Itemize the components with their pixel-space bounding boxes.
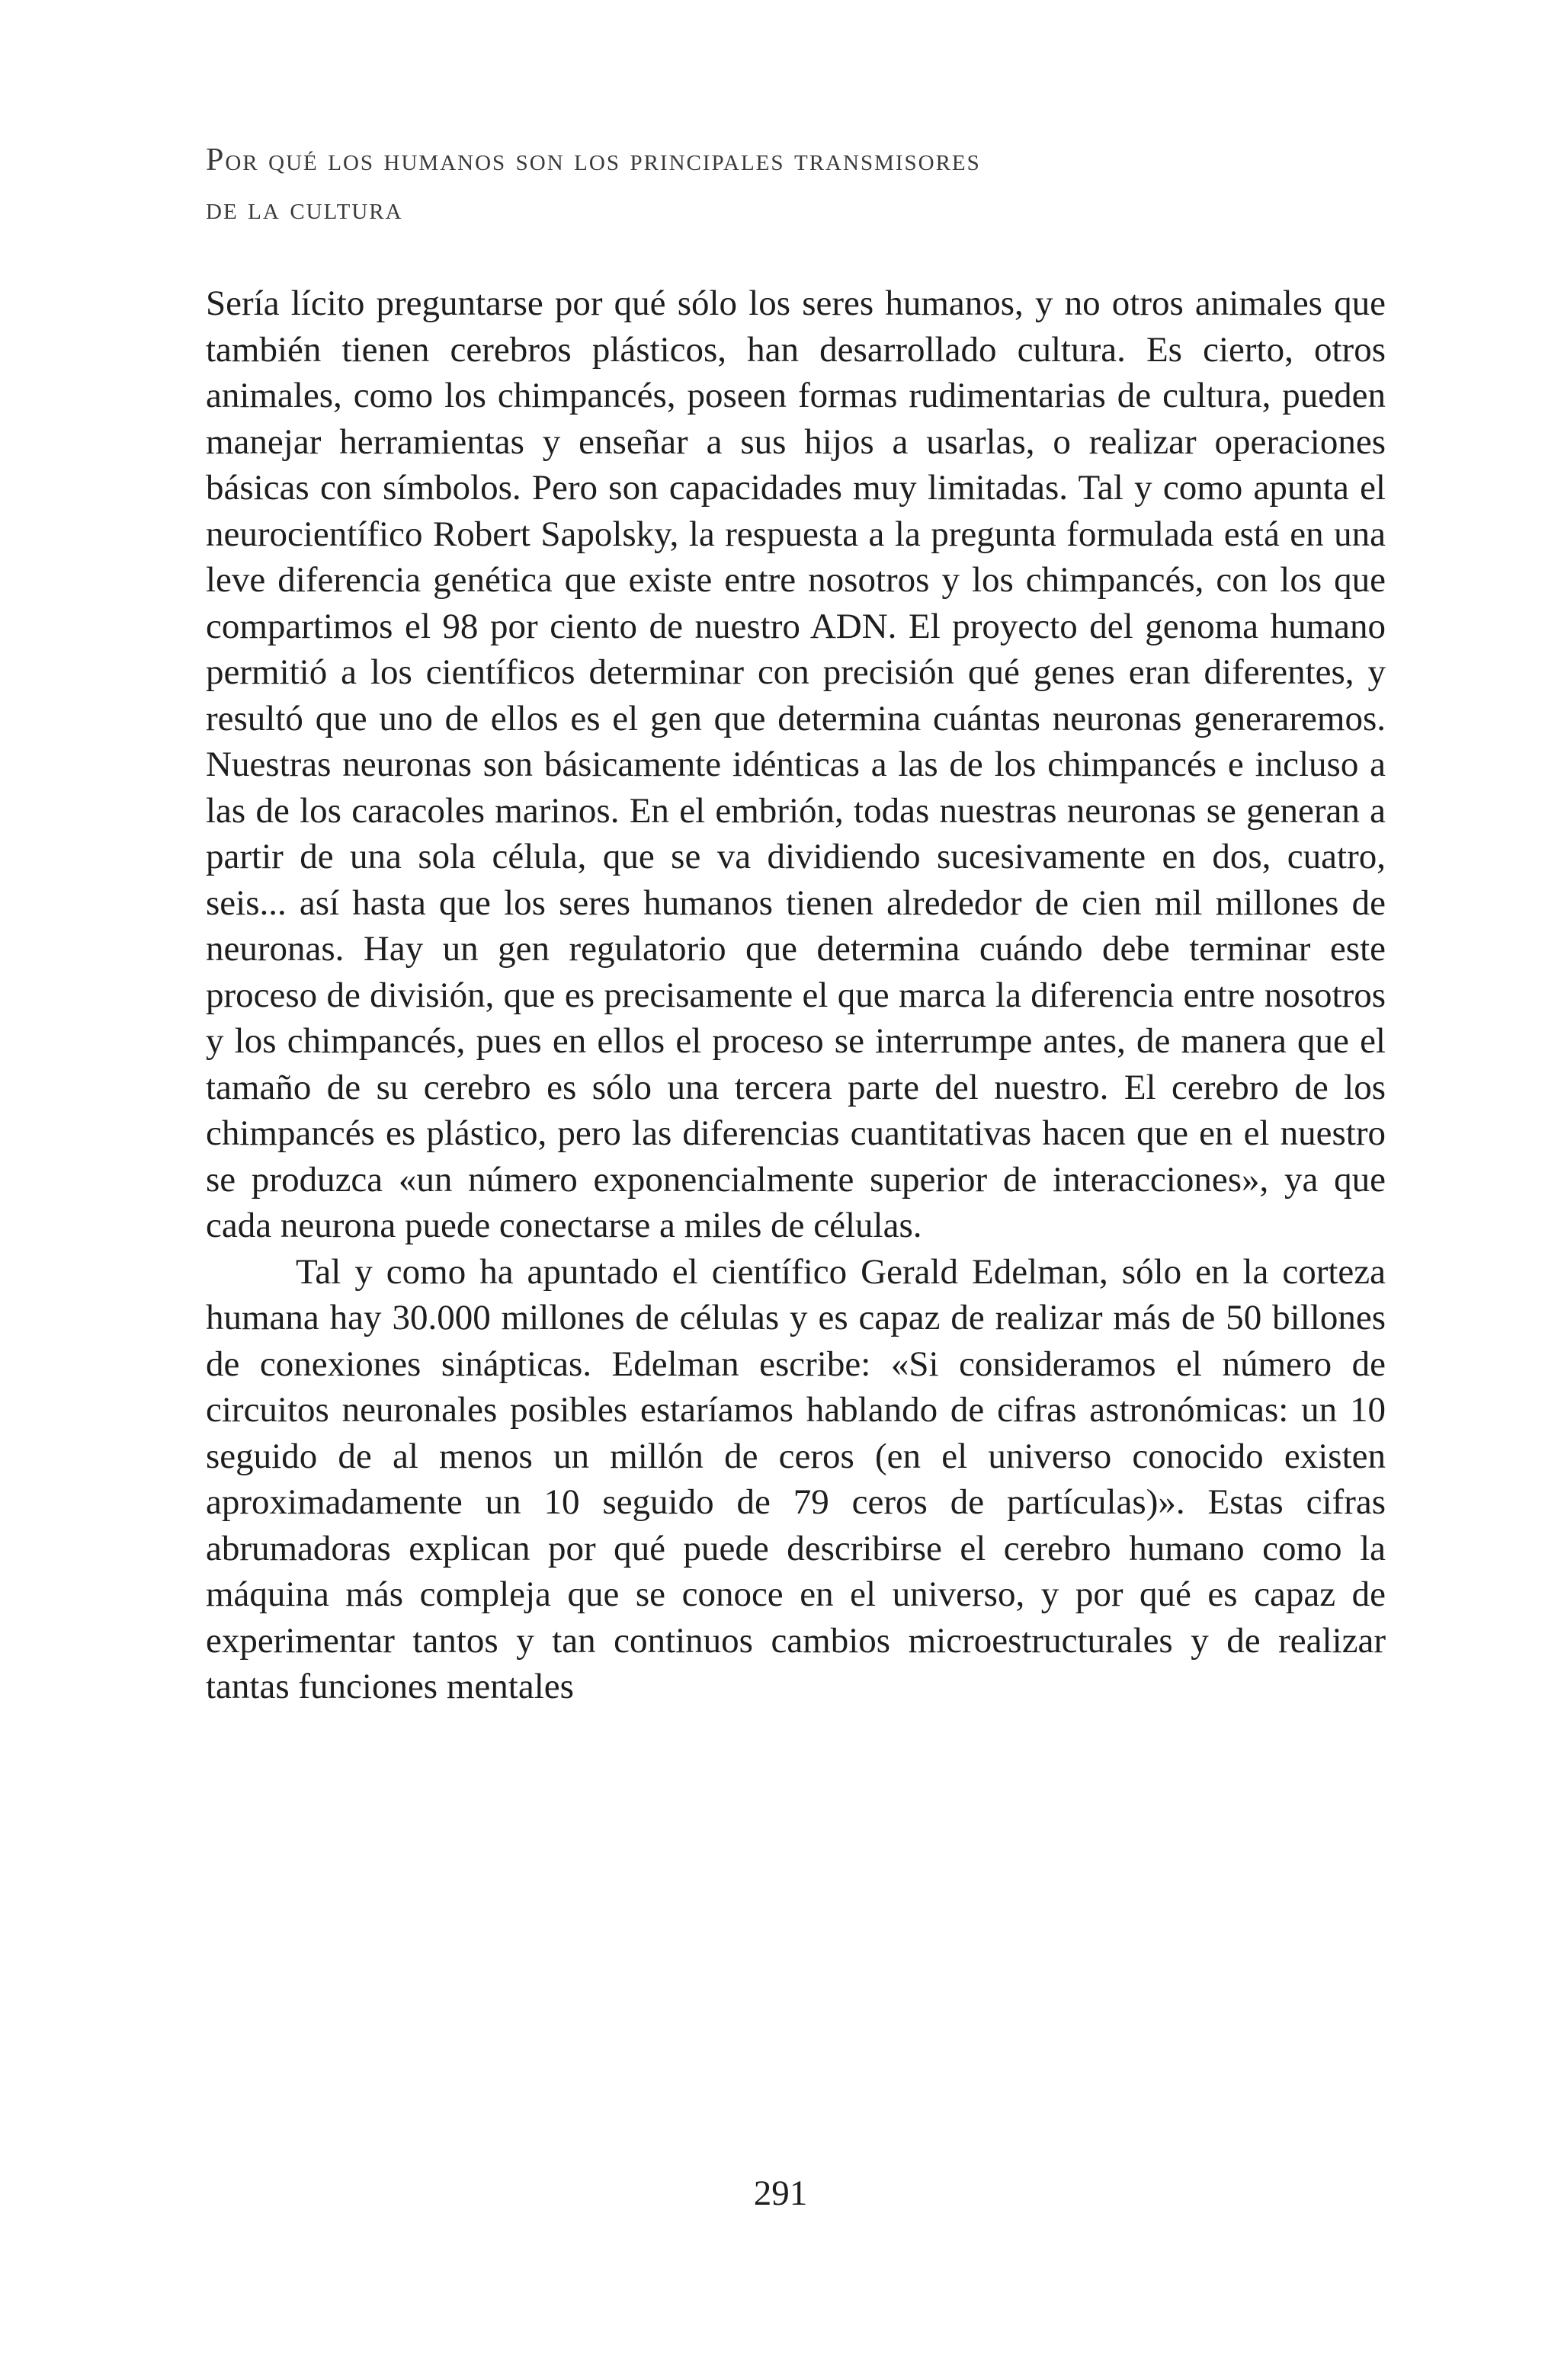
section-heading-line-2: de la cultura [206,191,403,226]
body-text [206,280,1386,1710]
section-heading-line-1: Por qué los humanos son los principales transmisores [206,143,981,178]
section-heading [206,136,1395,233]
paragraph-2: Tal y como ha apuntado el científico Gerald Edelman, sólo en la corteza humana hay 30.000 millones de células y es capaz de realizar más de 50 billones de conexiones sinápticas. Edelman escribe: «Si consideramos el número de circuitos neuronales posibles estaríamos hablando de cifras astronómicas: un 10 seguido de al menos un millón de ceros (en el universo conocido existen aproximadamente un 10 seguido de 79 ceros de partículas)». Estas cifras abrumadoras explican por qué puede describirse el cerebro humano como la máquina más compleja que se conoce en el universo, y por qué es capaz de experimentar tantos y tan continuos cambios microestructurales y de realizar tantas funciones mentales [206,1251,1386,1706]
paragraph-1: Sería lícito preguntarse por qué sólo los seres humanos, y no otros animales que también tienen cerebros plásticos, han desarrollado cultura. Es cierto, otros animales, como los chimpancés, poseen formas rudimentarias de cultura, pueden manejar herramientas y enseñar a sus hijos a usarlas, o realizar operaciones básicas con símbolos. Pero son capacidades muy limitadas. Tal y como apunta el neurocientífico Robert Sapolsky, la respuesta a la pregunta formulada está en una leve diferencia genética que existe entre nosotros y los chimpancés, con los que compartimos el 98 por ciento de nuestro ADN. El proyecto del genoma humano permitió a los científicos determinar con precisión qué genes eran diferentes, y resultó que uno de ellos es el gen que determina cuántas neuronas generaremos. Nuestras neuronas son básicamente idénticas a las de los chimpancés e incluso a las de los caracoles marinos. En el embrión, todas nuestras neuronas se generan a partir de una sola célula, que se va dividiendo sucesivamente en dos, cuatro, seis... así hasta que los seres humanos tienen alrededor de cien mil millones de neuronas. Hay un gen regulatorio que determina cuándo debe terminar este proceso de división, que es precisamente el que marca la diferencia entre nosotros y los chimpancés, pues en ellos el proceso se interrumpe antes, de manera que el tamaño de su cerebro es sólo una tercera parte del nuestro. El cerebro de los chimpancés es plástico, pero las diferencias cuantitativas hacen que en el nuestro se produzca «un número exponencialmente superior de interacciones», ya que cada neurona puede conectarse a miles de células. [206,283,1386,1245]
page-number: 291 [753,2173,808,2213]
